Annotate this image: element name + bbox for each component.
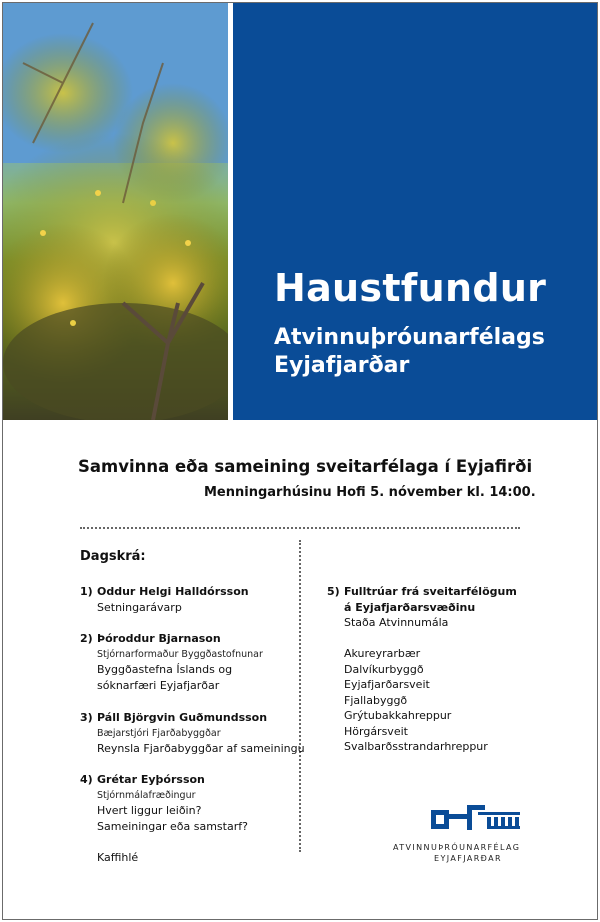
speaker-role: Bæjarstjóri Fjarðabyggðar [97, 727, 221, 739]
subtitle-line1: Atvinnuþróunarfélags [274, 325, 545, 350]
agenda-item-number: 1) [80, 585, 93, 598]
vertical-divider [299, 540, 301, 852]
speaker-name: á Eyjafjarðarsvæðinu [344, 600, 476, 614]
agenda-title: Dagskrá: [80, 549, 146, 564]
speaker-name: Grétar Eyþórsson [97, 773, 205, 786]
logo-text-line2: EYJAFJARÐAR [434, 854, 502, 863]
autumn-tree-photo [3, 3, 228, 420]
agenda-item-number: 5) [327, 585, 340, 598]
coffee-break: Kaffihlé [97, 851, 139, 864]
agenda-item-3 [80, 710, 305, 757]
agenda-topic: Reynsla Fjarðabyggðar af sameiningu [97, 742, 305, 755]
municipality: Eyjafjarðarsveit [344, 678, 430, 691]
speaker-role: Stjórnmálafræðingur [97, 789, 196, 801]
agenda-topic: Sameiningar eða samstarf? [97, 819, 248, 833]
speaker-name: Oddur Helgi Halldórsson [97, 585, 249, 598]
municipality: Hörgársveit [344, 724, 408, 738]
subtitle-line2: Eyjafjarðar [274, 353, 410, 378]
agenda-topic: sóknarfæri Eyjafjarðar [97, 678, 220, 692]
agenda-item-number: 2) [80, 632, 93, 645]
municipality: Grýtubakkahreppur [344, 709, 452, 722]
agenda-item-2 [80, 631, 263, 693]
page-subtitle [274, 324, 545, 380]
municipality: Fjallabyggð [344, 693, 408, 707]
municipality: Svalbarðsstrandarhreppur [344, 740, 488, 753]
logo-text-line1: ATVINNUÞRÓUNARFÉLAG [393, 843, 521, 852]
venue-datetime: Menningarhúsinu Hofi 5. nóvember kl. 14:00. [204, 485, 536, 500]
speaker-name: Páll Björgvin Guðmundsson [97, 711, 268, 724]
speaker-role: Stjórnarformaður Byggðastofnunar [97, 648, 263, 660]
municipality: Dalvíkurbyggð [344, 662, 424, 676]
agenda-topic: Byggðastefna Íslands og [97, 663, 233, 676]
agenda-topic: Setningarávarp [97, 600, 182, 614]
agenda-item-number: 3) [80, 711, 93, 724]
agenda-item-4 [80, 772, 248, 834]
agenda-item-1 [80, 584, 249, 615]
speaker-name: Fulltrúar frá sveitarfélögum [344, 585, 517, 598]
municipality: Akureyrarbær [344, 647, 421, 660]
speaker-name: Þóroddur Bjarnason [97, 632, 221, 645]
page-title: Haustfundur [274, 266, 547, 310]
agenda-item-5 [327, 584, 517, 755]
agenda-item-number: 4) [80, 773, 93, 786]
headline: Samvinna eða sameining sveitarfélaga í Eyjafirði [78, 457, 533, 476]
horizontal-divider [80, 527, 520, 529]
agenda-topic: Hvert liggur leiðin? [97, 804, 202, 817]
agenda-topic: Staða Atvinnumála [344, 616, 449, 629]
